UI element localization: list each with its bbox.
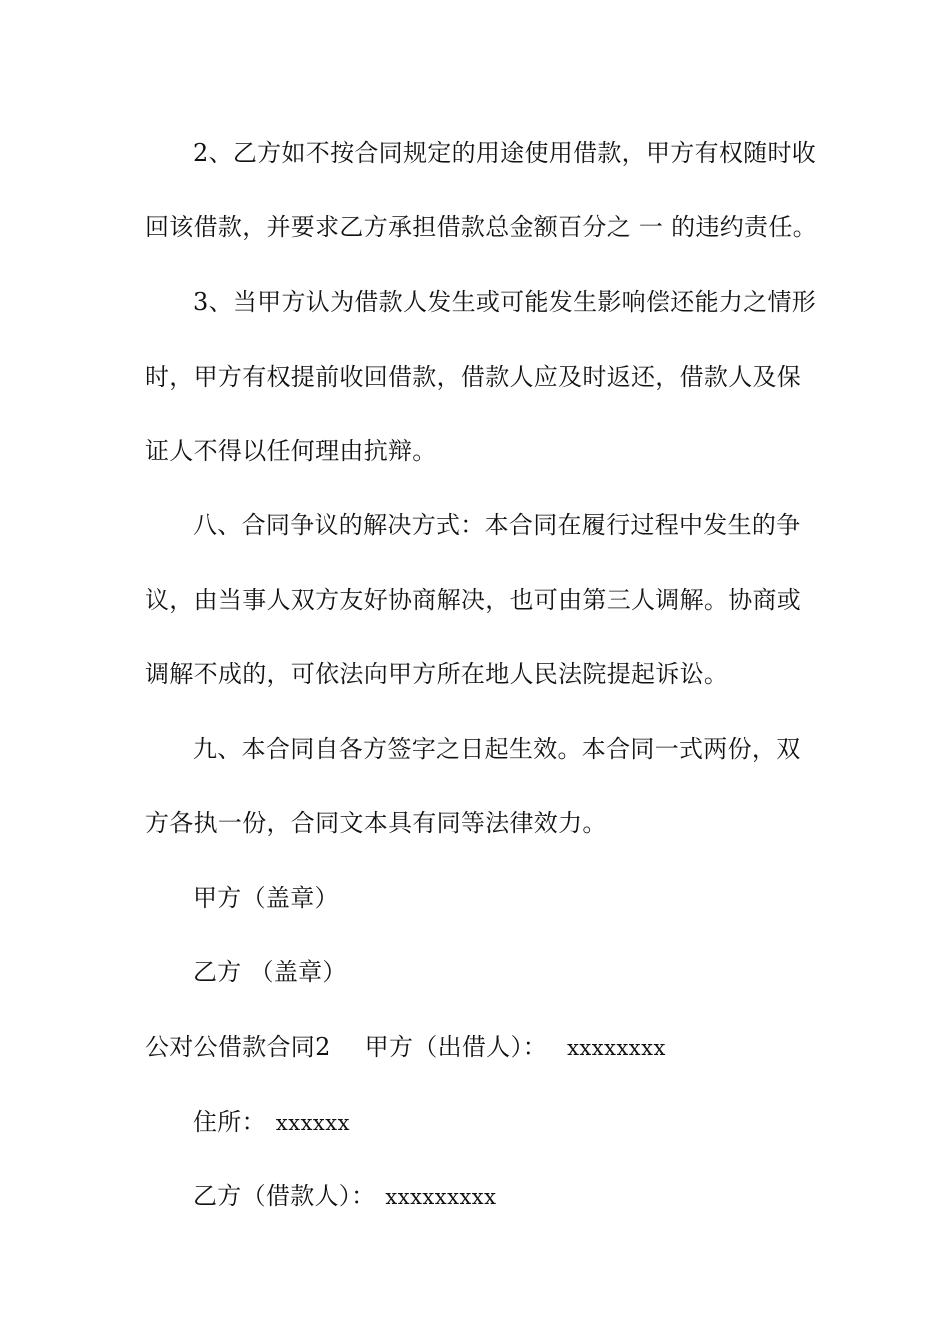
paragraph-line: 2、乙方如不按合同规定的用途使用借款，甲方有权随时收 — [193, 139, 817, 167]
borrower-label: 乙方（借款人）： — [193, 1182, 376, 1210]
address-line — [193, 1106, 350, 1139]
address-value: xxxxxx — [275, 1111, 350, 1135]
borrower-line — [193, 1180, 497, 1213]
address-label: 住所： — [193, 1108, 266, 1136]
paragraph-line: 时，甲方有权提前收回借款，借款人应及时返还，借款人及保 — [145, 363, 802, 391]
party-b-seal-line: 乙方 （盖章） — [193, 958, 347, 986]
paragraph-line: 证人不得以任何理由抗辩。 — [145, 437, 437, 465]
contract-2-heading-line — [145, 1031, 666, 1064]
paragraph-line: 调解不成的，可依法向甲方所在地人民法院提起诉讼。 — [145, 660, 729, 688]
paragraph-line: 回该借款，并要求乙方承担借款总金额百分之 一 的违约责任。 — [145, 213, 817, 241]
contract-2-title: 公对公借款合同2 — [145, 1033, 331, 1061]
paragraph-line: 八、合同争议的解决方式：本合同在履行过程中发生的争 — [193, 511, 801, 539]
party-a-seal-line: 甲方（盖章） — [193, 884, 339, 912]
paragraph-line: 九、本合同自各方签字之日起生效。本合同一式两份，双 — [193, 735, 801, 763]
borrower-value: xxxxxxxxx — [385, 1185, 497, 1209]
paragraph-line: 议，由当事人双方友好协商解决，也可由第三人调解。协商或 — [145, 586, 802, 614]
lender-label: 甲方（出借人）： — [364, 1033, 548, 1061]
paragraph-line: 3、当甲方认为借款人发生或可能发生影响偿还能力之情形 — [193, 288, 817, 316]
lender-value: xxxxxxxx — [567, 1036, 666, 1060]
paragraph-line: 方各执一份，合同文本具有同等法律效力。 — [145, 809, 607, 837]
